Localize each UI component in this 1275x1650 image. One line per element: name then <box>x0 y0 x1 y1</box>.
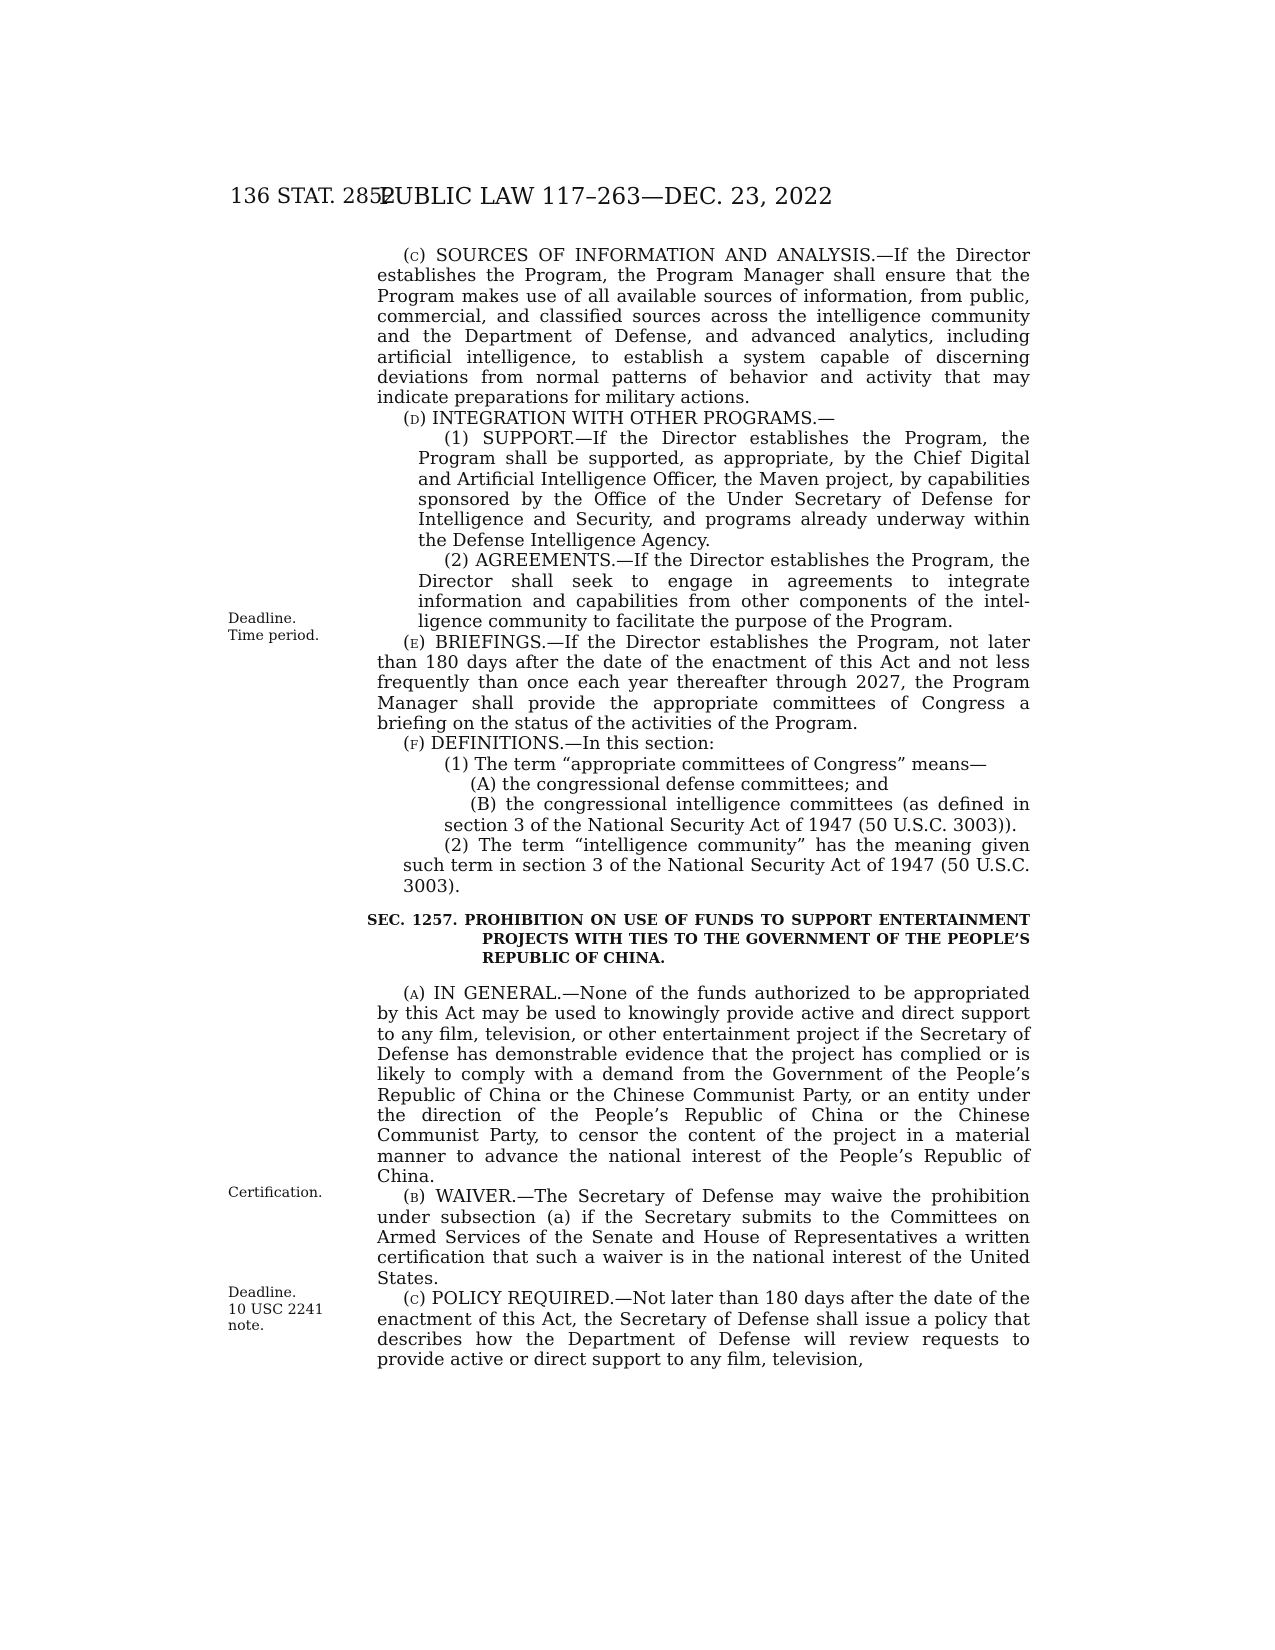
subsection-f-definitions <box>377 734 1030 754</box>
paragraph-d2-agreements <box>377 551 1030 632</box>
running-title: PUBLIC LAW 117–263—DEC. 23, 2022 <box>379 184 833 210</box>
subsection-text: —If the Director establishes the Program, not later than 180 days after the date of the enactment of this Act and not less frequently than once each year thereafter through 2027, the Program Manager shall provide the appropriate committees of Congress a briefing on the status of the activities of the Program. <box>377 632 1030 734</box>
subsection-heading: (b) WAIVER. <box>403 1187 517 1208</box>
subsection-b-waiver <box>377 1187 1030 1289</box>
paragraph-text: (1) The term “appropriate committees of Congress” means— <box>444 754 988 775</box>
margin-note-line: note. <box>228 1318 265 1334</box>
subparagraph-f1B <box>377 795 1030 836</box>
paragraph-text: (2) The term “intelligence community” has the meaning given such term in section 3 of the National Security Act of 1947 (50 U.S.C. 3003). <box>403 835 1030 897</box>
subsection-d-integration <box>377 409 1030 429</box>
subsection-a-general <box>377 984 1030 1187</box>
subsection-heading: (c) POLICY REQUIRED. <box>403 1289 615 1310</box>
subsection-text: —The Secretary of Defense may waive the prohibition under subsection (a) if the Secretary submits to the Committees on Armed Services of the Senate and House of Representatives a written certification that such a waiver is in the national interest of the United States. <box>377 1187 1030 1289</box>
subsection-heading: (e) BRIEFINGS. <box>403 632 547 653</box>
subsection-heading: (d) INTEGRATION WITH OTHER PROGRAMS. <box>403 408 818 429</box>
subparagraph-text: (B) the congressional intelligence committees (as defined in section 3 of the National Security Act of 1947 (50 U.S.C. 3003)). <box>444 795 1030 836</box>
subsection-heading: (c) SOURCES OF INFORMATION AND ANALYSIS. <box>403 246 877 266</box>
paragraph-heading: (2) AGREEMENTS. <box>444 551 617 572</box>
page-number: 136 STAT. 2852 <box>230 184 396 208</box>
margin-note-line: Certification. <box>228 1185 323 1201</box>
section-1257-heading: SEC. 1257. PROHIBITION ON USE OF FUNDS TO SUPPORT ENTERTAINMENT PROJECTS WITH TIES TO THE GOVERNMENT OF THE PEOPLE’S REPUBLIC OF CHINA. <box>367 912 1030 967</box>
subsection-text: —In this section: <box>564 734 715 755</box>
subsection-text: — <box>817 408 836 429</box>
subsection-heading: (f) DEFINITIONS. <box>403 734 565 755</box>
margin-note-line: Time period. <box>228 627 320 644</box>
paragraph-text: —If the Director establishes the Program, the Director shall seek to engage in agreements to integrate information and capabilities from other components of the intelligence community to facilitate the purpose of the Program. <box>418 551 1030 633</box>
subparagraph-f1A <box>377 775 1030 795</box>
subsection-text: —If the Director establishes the Program, the Program Manager shall ensure that the Program makes use of all available sources of information, from public, commercial, and classified sources across the intelligence community and the Department of Defense, and advanced analytics, including artificial intelligence, to establish a system capable of discerning deviations from normal patterns of behavior and activity that may indicate preparations for military actions. <box>377 246 1030 409</box>
margin-note-deadline-time-period <box>228 611 319 644</box>
margin-note-line: Deadline. <box>228 1285 297 1301</box>
margin-note-certification <box>228 1185 323 1202</box>
subsection-c-policy <box>377 1289 1030 1370</box>
paragraph-f1 <box>377 755 1030 775</box>
subsection-text: —None of the funds authorized to be appropriated by this Act may be used to knowingly provide active and direct support to any film, television, or other entertainment project if the Secretary of Defense has demonstrable evidence that the project has complied or is likely to comply with a demand from the Government of the People’s Republic of China or the Chinese Communist Party, or an entity under the direction of the People’s Republic of China or the Chinese Communist Party, to censor the content of the project in a material manner to advance the national interest of the People’s Republic of China. <box>377 984 1030 1188</box>
margin-note-line: 10 USC 2241 <box>228 1301 324 1318</box>
statute-body <box>367 246 1030 1371</box>
margin-note-line: Deadline. <box>228 611 297 627</box>
paragraph-d1-support <box>377 429 1030 551</box>
page-header <box>230 184 1030 216</box>
subsection-c-sources <box>377 246 1030 409</box>
subsection-heading: (a) IN GENERAL. <box>403 984 562 1004</box>
margin-note-deadline-usc <box>228 1285 324 1335</box>
paragraph-f2 <box>377 836 1030 897</box>
paragraph-text: —If the Director establishes the Program, the Program shall be supported, as appropriate, by the Chief Digital and Artificial Intelligence Officer, the Maven project, by capabilities sponsored by the Office of the Under Secretary of Defense for Intelligence and Security, and programs already underway within the Defense Intelligence Agency. <box>418 429 1030 551</box>
subsection-e-briefings <box>377 633 1030 735</box>
subsection-text: —Not later than 180 days after the date of the enactment of this Act, the Secretary of Defense shall issue a policy that describes how the Department of Defense will review requests to provide active or direct support to any film, television, <box>377 1289 1030 1371</box>
subparagraph-text: (A) the congressional defense committees; and <box>470 774 889 795</box>
paragraph-heading: (1) SUPPORT. <box>444 429 575 450</box>
